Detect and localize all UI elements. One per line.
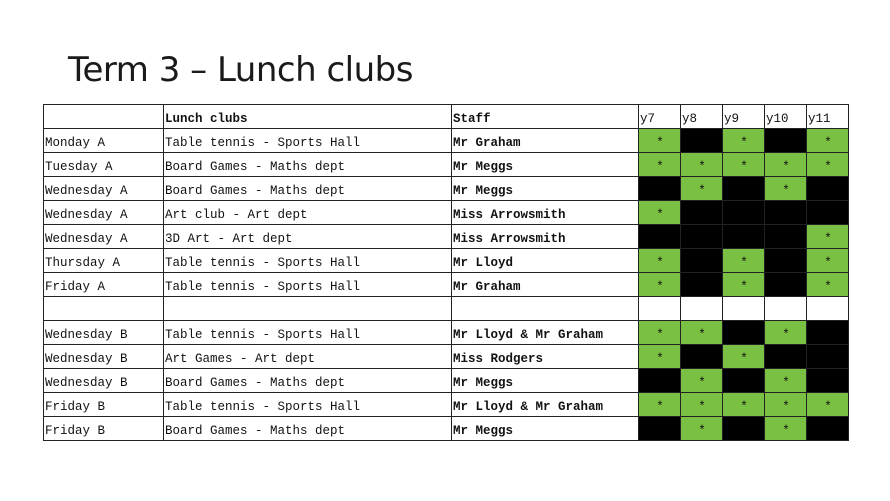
table-row (44, 225, 849, 249)
row-club: Table tennis - Sports Hall (164, 249, 452, 273)
year-cell-y11 (807, 177, 849, 201)
row-day: Wednesday B (44, 345, 164, 369)
year-cell-y11: * (807, 153, 849, 177)
year-cell-y11 (807, 321, 849, 345)
table-row (44, 417, 849, 441)
row-club: Table tennis - Sports Hall (164, 321, 452, 345)
header-year-y11: y11 (807, 105, 849, 129)
year-cell-y7 (639, 177, 681, 201)
year-cell-y9 (723, 177, 765, 201)
year-cell-y9 (723, 225, 765, 249)
header-row (44, 105, 849, 129)
row-staff: Mr Meggs (452, 153, 639, 177)
year-cell-y8 (681, 273, 723, 297)
year-cell-y7: * (639, 273, 681, 297)
year-cell-y8 (681, 297, 723, 321)
year-cell-y7 (639, 297, 681, 321)
year-cell-y11: * (807, 225, 849, 249)
year-cell-y9: * (723, 393, 765, 417)
year-cell-y9: * (723, 153, 765, 177)
table-row (44, 393, 849, 417)
year-cell-y11: * (807, 393, 849, 417)
year-cell-y11 (807, 345, 849, 369)
header-staff: Staff (452, 105, 639, 129)
table-row (44, 249, 849, 273)
row-club: Art club - Art dept (164, 201, 452, 225)
year-cell-y10 (765, 249, 807, 273)
row-staff: Mr Lloyd & Mr Graham (452, 321, 639, 345)
row-staff (452, 297, 639, 321)
year-cell-y11 (807, 297, 849, 321)
year-cell-y7: * (639, 153, 681, 177)
row-staff: Mr Lloyd (452, 249, 639, 273)
table-row (44, 201, 849, 225)
year-cell-y11 (807, 201, 849, 225)
slide-title: Term 3 – Lunch clubs (68, 50, 413, 90)
row-day: Monday A (44, 129, 164, 153)
header-year-y7: y7 (639, 105, 681, 129)
year-cell-y7: * (639, 201, 681, 225)
year-cell-y10: * (765, 393, 807, 417)
year-cell-y8: * (681, 417, 723, 441)
row-staff: Mr Meggs (452, 417, 639, 441)
year-cell-y9 (723, 201, 765, 225)
year-cell-y8 (681, 249, 723, 273)
year-cell-y10: * (765, 369, 807, 393)
table-row (44, 297, 849, 321)
year-cell-y9: * (723, 345, 765, 369)
year-cell-y8 (681, 201, 723, 225)
year-cell-y7 (639, 417, 681, 441)
year-cell-y10 (765, 297, 807, 321)
year-cell-y7: * (639, 249, 681, 273)
row-day: Friday B (44, 417, 164, 441)
year-cell-y9 (723, 369, 765, 393)
table-row (44, 369, 849, 393)
row-day: Wednesday A (44, 201, 164, 225)
year-cell-y8 (681, 225, 723, 249)
row-club: 3D Art - Art dept (164, 225, 452, 249)
year-cell-y7 (639, 225, 681, 249)
row-staff: Mr Graham (452, 273, 639, 297)
year-cell-y11: * (807, 129, 849, 153)
year-cell-y9: * (723, 273, 765, 297)
row-day (44, 297, 164, 321)
header-year-y9: y9 (723, 105, 765, 129)
row-day: Friday B (44, 393, 164, 417)
year-cell-y10 (765, 201, 807, 225)
row-staff: Miss Rodgers (452, 345, 639, 369)
table-row (44, 129, 849, 153)
row-staff: Miss Arrowsmith (452, 225, 639, 249)
year-cell-y8: * (681, 393, 723, 417)
table-row (44, 153, 849, 177)
year-cell-y10 (765, 225, 807, 249)
row-staff: Miss Arrowsmith (452, 201, 639, 225)
header-year-y8: y8 (681, 105, 723, 129)
year-cell-y8: * (681, 369, 723, 393)
row-day: Wednesday B (44, 321, 164, 345)
year-cell-y7: * (639, 345, 681, 369)
year-cell-y9: * (723, 249, 765, 273)
year-cell-y8 (681, 129, 723, 153)
row-staff: Mr Lloyd & Mr Graham (452, 393, 639, 417)
year-cell-y10 (765, 129, 807, 153)
table-body (44, 129, 849, 441)
table-row (44, 177, 849, 201)
table-row (44, 273, 849, 297)
year-cell-y7 (639, 369, 681, 393)
year-cell-y7: * (639, 321, 681, 345)
lunch-clubs-table (43, 104, 849, 441)
row-staff: Mr Graham (452, 129, 639, 153)
year-cell-y10 (765, 273, 807, 297)
row-club: Table tennis - Sports Hall (164, 393, 452, 417)
row-day: Wednesday B (44, 369, 164, 393)
row-day: Tuesday A (44, 153, 164, 177)
year-cell-y9 (723, 417, 765, 441)
year-cell-y7: * (639, 393, 681, 417)
year-cell-y10: * (765, 417, 807, 441)
year-cell-y9: * (723, 129, 765, 153)
year-cell-y8 (681, 345, 723, 369)
year-cell-y10 (765, 345, 807, 369)
year-cell-y11 (807, 417, 849, 441)
row-club: Board Games - Maths dept (164, 177, 452, 201)
year-cell-y9 (723, 297, 765, 321)
header-day (44, 105, 164, 129)
year-cell-y8: * (681, 177, 723, 201)
row-day: Wednesday A (44, 177, 164, 201)
row-club (164, 297, 452, 321)
year-cell-y10: * (765, 321, 807, 345)
row-club: Table tennis - Sports Hall (164, 273, 452, 297)
row-day: Wednesday A (44, 225, 164, 249)
year-cell-y8: * (681, 321, 723, 345)
row-club: Board Games - Maths dept (164, 417, 452, 441)
row-club: Art Games - Art dept (164, 345, 452, 369)
row-day: Thursday A (44, 249, 164, 273)
header-club: Lunch clubs (164, 105, 452, 129)
row-club: Board Games - Maths dept (164, 369, 452, 393)
year-cell-y8: * (681, 153, 723, 177)
year-cell-y7: * (639, 129, 681, 153)
year-cell-y10: * (765, 153, 807, 177)
row-club: Board Games - Maths dept (164, 153, 452, 177)
year-cell-y11 (807, 369, 849, 393)
row-staff: Mr Meggs (452, 177, 639, 201)
year-cell-y11: * (807, 273, 849, 297)
year-cell-y11: * (807, 249, 849, 273)
table-row (44, 321, 849, 345)
year-cell-y9 (723, 321, 765, 345)
row-day: Friday A (44, 273, 164, 297)
table-row (44, 345, 849, 369)
row-staff: Mr Meggs (452, 369, 639, 393)
year-cell-y10: * (765, 177, 807, 201)
row-club: Table tennis - Sports Hall (164, 129, 452, 153)
header-year-y10: y10 (765, 105, 807, 129)
